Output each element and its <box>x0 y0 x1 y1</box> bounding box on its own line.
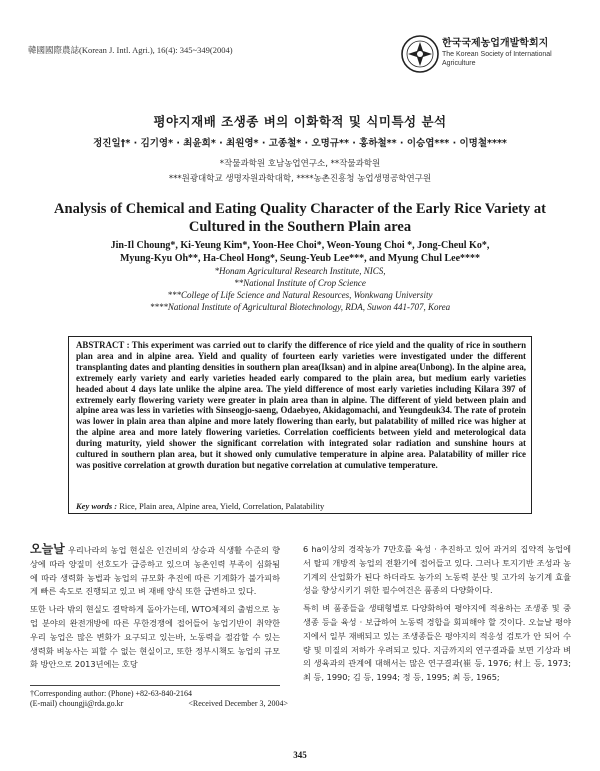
footnote-email: (E-mail) choungji@rda.go.kr <box>30 699 124 708</box>
body-left-paragraph-1 <box>30 543 280 599</box>
authors-english <box>30 239 570 265</box>
footnote <box>30 689 288 709</box>
footnote-received-date: <Received December 3, 2004> <box>188 699 288 708</box>
body-left-p1-text: 우리나라의 농업 현실은 인건비의 상승과 식생활 수준의 향상에 따라 양질미 선호도가 급증하고 있으며 농촌인력 부족이 심화됨에 따라 생력화 농법과 농업의 규모화 추진에 따른 기계화가 불가피하게 빠른 속도로 진행되고 있고 벼 재배 양식 또한 급변하고 있다. <box>30 545 280 597</box>
body-column-left <box>30 543 280 672</box>
authors-korean: 정진일†* · 김기영* · 최윤희* · 최원영* · 고종철* · 오명규** · 홍하철** · 이승엽*** · 이명철**** <box>93 138 507 149</box>
affiliation-english-2: **National Institute of Crop Science <box>234 278 366 288</box>
title-korean: 평야지재배 조생종 벼의 이화학적 및 식미특성 분석 <box>153 114 447 129</box>
authors-english-line-1: Jin-Il Choung*, Ki-Yeung Kim*, Yoon-Hee Choi*, Weon-Young Choi *, Jong-Cheul Ko*, <box>110 240 490 251</box>
journal-reference: 韓國國際農誌(Korean J. Intl. Agri.), 16(4): 345~349(2004) <box>28 45 233 55</box>
title-english: Analysis of Chemical and Eating Quality Character of the Early Rice Variety at Cultured in the Southern Plain area <box>54 201 546 235</box>
footnote-contact <box>30 699 288 709</box>
keywords <box>76 501 526 511</box>
affiliation-korean-1: *작물과학원 호남농업연구소, **작물과학원 <box>219 159 381 169</box>
society-emblem-icon <box>400 34 440 74</box>
body-column-right <box>303 543 571 685</box>
keywords-text: Rice, Plain area, Alpine area, Yield, Correlation, Palatability <box>119 501 325 511</box>
body-right-paragraph-1: 6 ha이상의 경작농가 7만호를 육성 · 추진하고 있어 과거의 집약적 농업에서 탈피 개방적 농업의 전환기에 접어들고 있다. 그러나 토지기반 조성과 농기계의 산업화가 된다 하더라도 농가의 노동력 분산 및 고가의 농기계 효율성을 향상시키기 위한 필수여건은 품종의 다양화이다. <box>303 544 571 596</box>
authors-english-line-2: Myung-Kyu Oh**, Ha-Cheol Hong*, Seung-Yeub Lee***, and Myung Chul Lee**** <box>119 253 481 264</box>
page-number: 345 <box>293 750 307 760</box>
affiliation-english-1: *Honam Agricultural Research Institute, NICS, <box>214 266 386 276</box>
affiliation-english-4: ****National Institute of Agricultural Biotechnology, RDA, Suwon 441-707, Korea <box>149 302 451 312</box>
body-lead-word: 오늘날 <box>30 542 65 556</box>
footnote-divider <box>30 685 280 686</box>
footnote-corresponding: †Corresponding author: (Phone) +82-63-840-2164 <box>30 689 193 698</box>
keywords-label: Key words : <box>76 501 118 511</box>
affiliation-korean-2: ***원광대학교 생명자원과학대학, ****농촌진흥청 농업생명공학연구원 <box>168 174 432 184</box>
abstract-text: ABSTRACT : This experiment was carried out to clarify the difference of rice yield and the quality of rice in southern plan area and in alpine area. Yield and quality of fourteen early varieties were investigated under the different transplanting dates and planting densities in southern plan area(Iksan) and in alpine area(Unbong). In the alpine area, extremely early variety and early varieties headed early compared to the plain area, but medium early varieties headed about 4 days late unlike the alpine area. The yield difference of most early varieties including Kilara 397 of extremely early flowering variety were greater in plain area than in alpine. The different of yield between plain and alpine area was less in varieties with Sinseogjo-saeng, Odaebyeo, Akidagomachi, and Yeungdeuk34. The rate of protein was lower in plain area than alpine and more lately flowering than early, but palatability of milled rice was higher at the alpine area and more lately flowering varieties. Correlation coefficients between yield and meterological data during maturity, yield shower the significant correlation with integrated solar radiation and sunshine hours at cultured in southern plan area, but it showed only cumulative temperature in alpine area. Palatability of miller rice was positive correlation at growth duration but negative correlation at cumulative temperature. <box>76 340 526 470</box>
body-left-paragraph-2: 또한 나라 밖의 현실도 결탁하게 돌아가는데, WTO체제의 출범으로 농업 분야의 완전개방에 따른 무한경쟁에 접어들어 농업기반이 취약한 우리 농업은 많은 변화가 요구되고 있는바, 노동력을 절감할 수 있는 생력화 벼농사는 피할 수 없는 현실이고, 또한 정부시책도 농업의 규모화 방안으로 2013년에는 호당 <box>30 604 280 670</box>
society-name-english: The Korean Society of International Agriculture <box>442 51 552 67</box>
body-right-paragraph-2: 특히 벼 품종들을 생태형별로 다양화하여 평야지에 적용하는 조생종 및 중생종 등을 육성 · 보급하여 노동력 경합을 회피해야 할 것이다. 오늘날 평야지에서 일부 재배되고 있는 조생종들은 평야지의 적응성 검토가 안 되어 수량 및 미질의 저하가 우려되고 있다. 지금까지의 연구결과를 보면 기상과 벼의 생육과의 관계에 대해서는 많은 연구결과(崔 등, 1976; 村上 등, 1973; 최 등, 1990; 김 등, 1994; 정 등, 1995; 최 등, 1965; <box>303 603 571 683</box>
society-logo <box>400 32 575 78</box>
affiliation-english-3: ***College of Life Science and Natural Resources, Wonkwang University <box>167 290 433 300</box>
society-name-korean: 한국국제농업개발학회지 <box>442 38 549 49</box>
